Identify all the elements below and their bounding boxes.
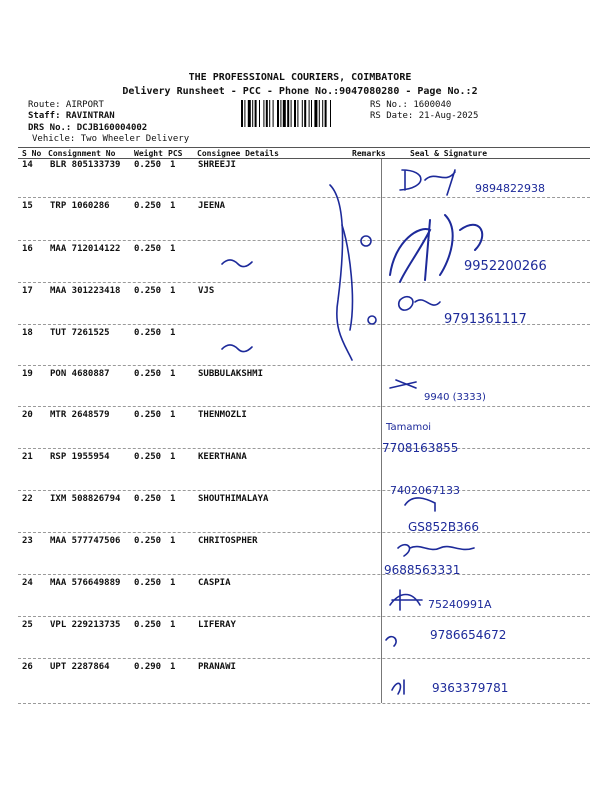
signature-row25 [386, 637, 396, 646]
barcode-bar [314, 100, 317, 127]
barcode-bar [325, 100, 327, 127]
drs-number: DRS No.: DCJB160004002 [28, 123, 148, 133]
phone-row14: 9894822938 [475, 182, 545, 195]
col-remarks-header: Remarks [352, 149, 386, 158]
barcode-bar [311, 100, 312, 127]
row-separator [18, 703, 590, 704]
col-sno-header: S No [22, 149, 42, 158]
row-separator [18, 490, 590, 491]
row-sno: 15 [22, 201, 33, 211]
row-sno: 25 [22, 620, 33, 630]
row-consignee: SHREEJI [198, 160, 236, 170]
barcode-bar [252, 100, 253, 127]
barcode-bar [304, 100, 306, 127]
row-sno: 19 [22, 369, 33, 379]
row-weight: 0.250 [134, 536, 162, 546]
code-row22: GS852B366 [408, 520, 479, 534]
barcode-bar [248, 100, 251, 127]
row-pcs: 1 [170, 244, 176, 254]
row-sno: 18 [22, 328, 33, 338]
row-consignment: MAA 576649889 [50, 578, 121, 588]
row-sno: 24 [22, 578, 33, 588]
row-separator [18, 324, 590, 325]
row-weight: 0.290 [134, 662, 162, 672]
row-weight: 0.250 [134, 369, 162, 379]
row-sno: 16 [22, 244, 33, 254]
consignee-scribble [222, 345, 252, 352]
vehicle-label: Vehicle: Two Wheeler Delivery [32, 134, 190, 144]
barcode-bar [269, 100, 270, 127]
row-weight: 0.250 [134, 494, 162, 504]
row-weight: 0.250 [134, 201, 162, 211]
row-pcs: 1 [170, 201, 176, 211]
barcode-bar [259, 100, 260, 127]
phone-row16: 9952200266 [464, 259, 547, 274]
row-pcs: 1 [170, 620, 176, 630]
col-weight-header: Weight [134, 149, 163, 158]
row-consignment: TUT 7261525 [50, 328, 110, 338]
phone-row21: 7402067133 [390, 484, 460, 497]
row-pcs: 1 [170, 662, 176, 672]
row-consignment: MAA 301223418 [50, 286, 121, 296]
col-consignee-header: Consignee Details [197, 149, 279, 158]
row-weight: 0.250 [134, 328, 162, 338]
name-row20: Tamamoi [386, 422, 432, 433]
col-signature-header: Seal & Signature [410, 149, 488, 158]
row-sno: 14 [22, 160, 33, 170]
row-weight: 0.250 [134, 452, 162, 462]
barcode-bar [319, 100, 320, 127]
row-pcs: 1 [170, 452, 176, 462]
row-sno: 22 [22, 494, 33, 504]
row-pcs: 1 [170, 369, 176, 379]
row-sno: 26 [22, 662, 33, 672]
signature-row19 [390, 380, 416, 388]
barcode-bar [244, 100, 245, 127]
company-name: THE PROFESSIONAL COURIERS, COIMBATORE [188, 72, 412, 83]
row-pcs: 1 [170, 328, 176, 338]
phone-row25: 9786654672 [430, 628, 507, 642]
remarks-scribble [330, 185, 352, 360]
phone-row19: 9940 (3333) [424, 392, 486, 403]
row-consignee: JEENA [198, 201, 226, 211]
route-label: Route: AIRPORT [28, 100, 104, 110]
row-sno: 21 [22, 452, 33, 462]
row-sno: 20 [22, 410, 33, 420]
row-separator [18, 365, 590, 366]
barcode-bar [273, 100, 274, 127]
row-weight: 0.250 [134, 578, 162, 588]
phone-row20: 7708163855 [382, 441, 459, 455]
row-consignee: CHRITOSPHER [198, 536, 258, 546]
row-consignee: THENMOZLI [198, 410, 247, 420]
phone-row17: 9791361117 [444, 312, 527, 327]
row-separator [18, 406, 590, 407]
row-consignee: KEERTHANA [198, 452, 247, 462]
row-consignment: TRP 1060286 [50, 201, 110, 211]
row-consignment: IXM 508826794 [50, 494, 121, 504]
row-consignment: RSP 1955954 [50, 452, 110, 462]
row-consignment: MTR 2648579 [50, 410, 110, 420]
row-consignee: PRANAWI [198, 662, 236, 672]
row-weight: 0.250 [134, 286, 162, 296]
row-separator [18, 448, 590, 449]
row-consignment: VPL 229213735 [50, 620, 121, 630]
phone-row23: 9688563331 [384, 563, 461, 577]
header-bottom-rule [18, 158, 590, 159]
signature-row17 [399, 297, 440, 310]
phone-row26: 9363379781 [432, 681, 509, 695]
row-pcs: 1 [170, 578, 176, 588]
row-weight: 0.250 [134, 410, 162, 420]
row-separator [18, 658, 590, 659]
phone-row24: 75240991A [428, 598, 492, 611]
runsheet-title: Delivery Runsheet - PCC - Phone No.:9047080280 - Page No.:2 [122, 86, 478, 97]
signature-row14 [400, 170, 455, 195]
row-separator [18, 197, 590, 198]
barcode-bar [287, 100, 289, 127]
row-consignee: LIFERAY [198, 620, 236, 630]
barcode-bar [297, 100, 298, 127]
barcode-bar [283, 100, 286, 127]
barcode-bar [291, 100, 292, 127]
row-sno: 23 [22, 536, 33, 546]
signature-row23 [398, 545, 474, 556]
signature-row24 [390, 590, 422, 610]
col-pcs-header: PCS [168, 149, 183, 158]
col-consignment-header: Consignment No [48, 149, 116, 158]
barcode-bar [330, 100, 331, 127]
row-sno: 17 [22, 286, 33, 296]
remarks-mark-icon [361, 236, 371, 246]
barcode-bar [241, 100, 243, 127]
row-separator [18, 282, 590, 283]
signature-row26 [392, 680, 404, 694]
row-consignment: BLR 805133739 [50, 160, 121, 170]
barcode-bar [309, 100, 310, 127]
barcode [240, 100, 367, 127]
barcode-bar [322, 100, 323, 127]
row-separator [18, 532, 590, 533]
header-top-rule [18, 147, 590, 148]
signature-row16 [390, 215, 482, 282]
staff-label: Staff: RAVINTRAN [28, 111, 115, 121]
row-weight: 0.250 [134, 244, 162, 254]
row-pcs: 1 [170, 286, 176, 296]
barcode-bar [277, 100, 279, 127]
remarks-mark-icon [368, 316, 376, 324]
consignee-scribble [222, 260, 252, 267]
barcode-bar [294, 100, 296, 127]
barcode-bar [266, 100, 268, 127]
row-consignment: UPT 2287864 [50, 662, 110, 672]
row-consignment: MAA 577747506 [50, 536, 121, 546]
row-separator [18, 240, 590, 241]
row-consignee: SHOUTHIMALAYA [198, 494, 269, 504]
row-consignee: SUBBULAKSHMI [198, 369, 264, 379]
signature-column-divider [381, 159, 382, 703]
row-weight: 0.250 [134, 160, 162, 170]
barcode-bar [280, 100, 281, 127]
signature-row22 [405, 498, 435, 511]
row-consignment: PON 4680887 [50, 369, 110, 379]
row-separator [18, 616, 590, 617]
row-pcs: 1 [170, 536, 176, 546]
row-consignee: VJS [198, 286, 215, 296]
row-pcs: 1 [170, 160, 176, 170]
row-consignment: MAA 712014122 [50, 244, 121, 254]
barcode-bar [302, 100, 303, 127]
rs-number: RS No.: 1600040 [370, 100, 452, 110]
row-weight: 0.250 [134, 620, 162, 630]
row-pcs: 1 [170, 410, 176, 420]
row-consignee: CASPIA [198, 578, 231, 588]
row-pcs: 1 [170, 494, 176, 504]
rs-date: RS Date: 21-Aug-2025 [370, 111, 479, 121]
barcode-bar [263, 100, 264, 127]
row-separator [18, 574, 590, 575]
barcode-bar [255, 100, 257, 127]
